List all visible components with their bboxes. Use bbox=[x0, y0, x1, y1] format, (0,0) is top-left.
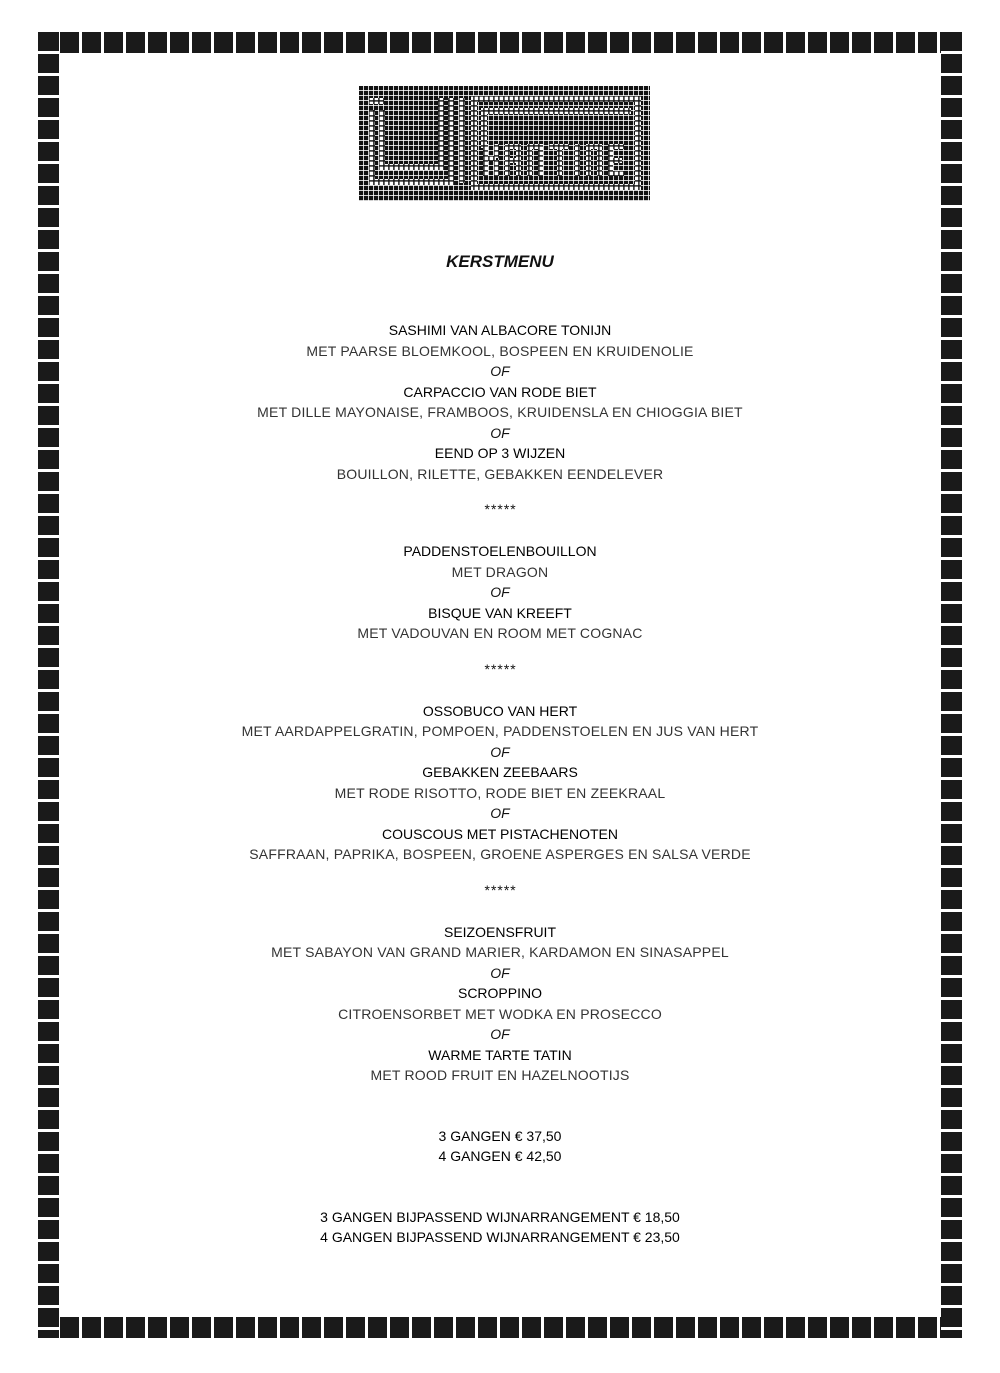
course-separator: ***** bbox=[483, 881, 517, 898]
mosaic-border-bottom bbox=[38, 1317, 962, 1338]
price-3-courses: 3 GANGEN € 37,50 bbox=[438, 1127, 562, 1144]
wine-pairing-3-courses: 3 GANGEN BIJPASSEND WIJNARRANGEMENT € 18,50 bbox=[320, 1208, 680, 1225]
wine-pairing-list bbox=[60, 1207, 940, 1248]
course-2 bbox=[60, 541, 940, 644]
course-1 bbox=[60, 320, 940, 484]
or-label: OF bbox=[490, 743, 510, 760]
or-label: OF bbox=[490, 964, 510, 981]
dish-description: MET AARDAPPELGRATIN, POMPOEN, PADDENSTOELEN EN JUS VAN HERT bbox=[241, 723, 759, 739]
menu-title: KERSTMENU bbox=[446, 252, 554, 271]
dish-name: GEBAKKEN ZEEBAARS bbox=[422, 764, 578, 780]
mosaic-border-right bbox=[941, 32, 962, 1338]
dish-name: PADDENSTOELENBOUILLON bbox=[403, 543, 597, 559]
dish-description: MET ROOD FRUIT EN HAZELNOOTIJS bbox=[370, 1067, 630, 1083]
dish-description: MET PAARSE BLOEMKOOL, BOSPEEN EN KRUIDENOLIE bbox=[306, 342, 694, 359]
dish-name: OSSOBUCO VAN HERT bbox=[422, 702, 578, 719]
dish-name: SEIZOENSFRUIT bbox=[443, 923, 556, 940]
dish-name: SCROPPINO bbox=[457, 985, 542, 1001]
kantine-logo bbox=[359, 86, 650, 201]
dish-description: MET DILLE MAYONAISE, FRAMBOOS, KRUIDENSLA EN CHIOGGIA BIET bbox=[257, 404, 743, 420]
dish-name: EEND OP 3 WIJZEN bbox=[434, 445, 566, 461]
course-separator: ***** bbox=[483, 660, 517, 677]
or-label: OF bbox=[490, 805, 510, 821]
menu-content bbox=[60, 250, 940, 1248]
dish-name: WARME TARTE TATIN bbox=[428, 1046, 572, 1063]
dish-description: CITROENSORBET MET WODKA EN PROSECCO bbox=[338, 1005, 662, 1022]
dish-name: CARPACCIO VAN RODE BIET bbox=[403, 383, 597, 400]
mosaic-border-top bbox=[38, 32, 962, 53]
dish-name: COUSCOUS MET PISTACHENOTEN bbox=[382, 825, 618, 842]
or-label: OF bbox=[490, 1026, 510, 1042]
dish-description: MET VADOUVAN EN ROOM MET COGNAC bbox=[357, 625, 643, 641]
or-label: OF bbox=[490, 363, 510, 379]
or-label: OF bbox=[490, 584, 510, 600]
dish-description: MET RODE RISOTTO, RODE BIET EN ZEEKRAAL bbox=[334, 784, 666, 801]
or-label: OF bbox=[490, 424, 510, 441]
course-4 bbox=[60, 922, 940, 1086]
dish-description: MET SABAYON VAN GRAND MARIER, KARDAMON EN SINASAPPEL bbox=[271, 944, 729, 960]
dish-description: SAFFRAAN, PAPRIKA, BOSPEEN, GROENE ASPERGES EN SALSA VERDE bbox=[249, 846, 751, 862]
course-3 bbox=[60, 701, 940, 865]
dish-description: BOUILLON, RILETTE, GEBAKKEN EENDELEVER bbox=[336, 465, 664, 482]
wine-pairing-4-courses: 4 GANGEN BIJPASSEND WIJNARRANGEMENT € 23,50 bbox=[320, 1229, 680, 1245]
price-4-courses: 4 GANGEN € 42,50 bbox=[438, 1148, 562, 1164]
mosaic-border-left bbox=[38, 32, 59, 1338]
price-list bbox=[60, 1126, 940, 1167]
dish-name: SASHIMI VAN ALBACORE TONIJN bbox=[388, 322, 612, 338]
dish-name: BISQUE VAN KREEFT bbox=[428, 604, 572, 621]
course-separator: ***** bbox=[483, 501, 517, 517]
dish-description: MET DRAGON bbox=[451, 563, 549, 580]
